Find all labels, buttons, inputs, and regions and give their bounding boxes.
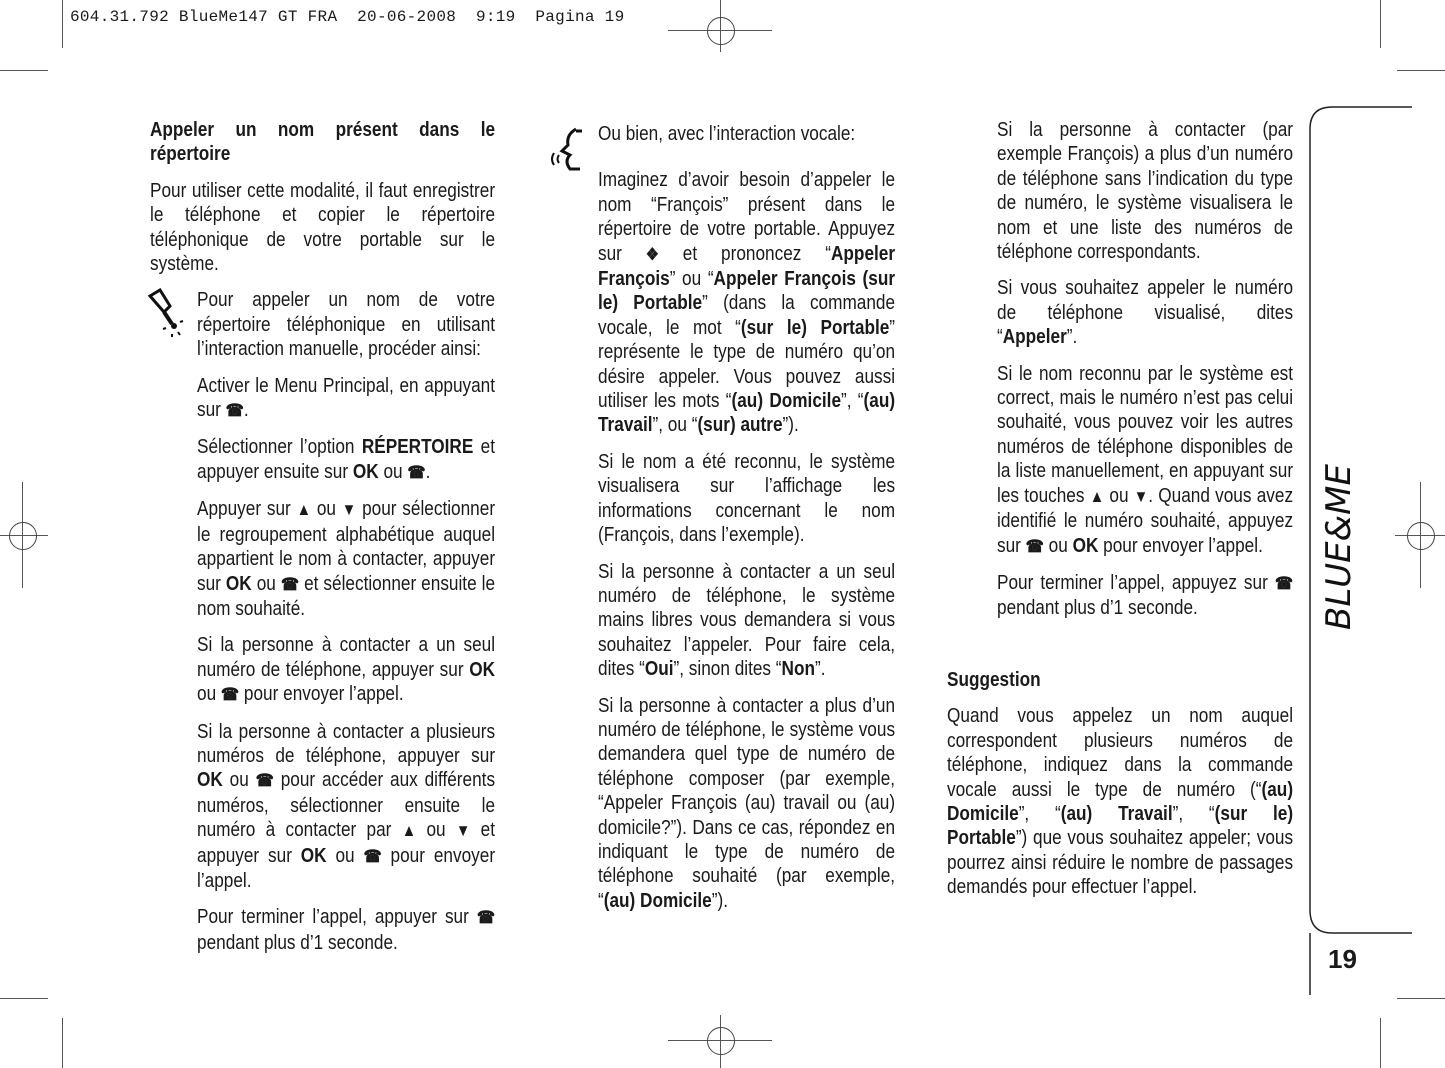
column-2 (598, 122, 895, 925)
bold-term: OK (469, 658, 496, 681)
paragraph (598, 450, 895, 548)
text: ”, “ (1018, 803, 1061, 826)
paragraph-text (598, 122, 895, 146)
text: . Quand vous avez identifié le numéro souhaité, appuyez sur (997, 484, 1294, 557)
bold-term: (au) Domicile (947, 778, 1294, 826)
text: Activer le Menu Principal, en appuyant sur (197, 374, 496, 422)
text: ou (197, 683, 221, 706)
text: pour envoyer l’appel. (239, 683, 404, 706)
page-number: 19 (1328, 944, 1357, 974)
arrow-up-icon: ▲ (401, 821, 417, 841)
phone-icon: ☎ (407, 462, 426, 482)
bold-term: (sur) autre (697, 414, 783, 437)
text: ”, ou “ (652, 414, 698, 437)
crop-mark (0, 998, 48, 999)
paragraph (947, 704, 1293, 899)
phone-icon: ☎ (363, 846, 382, 866)
paragraph-text (997, 571, 1293, 621)
paragraph (997, 118, 1293, 264)
list-step (197, 497, 495, 621)
bold-term: OK (197, 769, 223, 792)
suggestion-heading: Suggestion (947, 669, 1041, 691)
text: Pour appeler un nom de votre répertoire téléphonique en utilisant l’interaction manuelle, procéder ainsi: (197, 289, 496, 361)
bold-term: (sur le) Portable (740, 316, 890, 339)
paragraph-text (150, 179, 495, 277)
arrow-down-icon: ▼ (455, 821, 471, 841)
print-slug: 604.31.792 BlueMe147 GT FRA 20-06-2008 9:19 Pagina 19 (70, 8, 625, 26)
blue-and-me-logo (1308, 420, 1368, 635)
text: Quand vous appelez un nom auquel correspondent plusieurs numéros de téléphone, indiquez dans la commande vocale aussi le type de numéro (“ (947, 705, 1294, 801)
bold-term: OK (300, 844, 327, 867)
paragraph (997, 276, 1293, 349)
text: Ou bien, avec l’interaction vocale: (598, 123, 856, 145)
text: Si la personne à contacter a un seul numéro de téléphone, le système mains libres vous demandera si vous souhaitez l’appeler. Pour faire cela, dites “ (598, 560, 896, 681)
paragraph-text (997, 276, 1293, 349)
text: pendant plus d’1 seconde. (997, 597, 1198, 620)
bold-term: OK (225, 572, 252, 595)
phone-icon: ☎ (220, 685, 240, 705)
phone-icon: ☎ (255, 771, 274, 791)
paragraph-text (197, 497, 495, 621)
text: ou (416, 819, 456, 842)
text: Sélectionner l’option (197, 436, 362, 459)
text: ou (251, 572, 281, 595)
paragraph-text (598, 450, 895, 548)
text: pour envoyer l’appel. (197, 844, 496, 892)
paragraph (997, 571, 1293, 621)
manual-interaction-icon (144, 288, 190, 338)
list-step (197, 435, 495, 485)
bold-term: Appeler (1002, 326, 1067, 349)
text: ”, “ (841, 390, 864, 413)
text: ”. (1066, 326, 1078, 349)
paragraph-text (197, 374, 495, 424)
bold-term: OK (1072, 534, 1099, 557)
text: Imaginez d’avoir besoin d’appeler le nom “François” présent dans le répertoire de votre portable. Appuyez sur (598, 169, 896, 265)
list-step (197, 720, 495, 894)
paragraph-text (197, 288, 495, 361)
text: ” ou “ (669, 268, 714, 291)
paragraph (598, 694, 895, 914)
paragraph-text (997, 118, 1293, 264)
bold-term: RÉPERTOIRE (361, 436, 474, 459)
text: ”, “ (1172, 803, 1215, 826)
paragraph-text (947, 704, 1293, 899)
bold-term: (au) Domicile (603, 889, 712, 912)
text: Appuyer sur (197, 498, 297, 521)
text: ”) que vous souhaitez appeler; vous pourrez ainsi réduire le nombre de passages demandés pour effectuer l’appel. (947, 827, 1294, 899)
text: pendant plus d’1 seconde. (197, 931, 398, 954)
text: . (425, 460, 431, 483)
svg-text:BLUE&ME: BLUE&ME (1319, 464, 1359, 630)
text: . (243, 399, 249, 422)
text: ”. (814, 658, 826, 681)
crop-mark (1397, 70, 1445, 71)
registration-mark (9, 522, 37, 550)
text: ou (222, 769, 256, 792)
text: Si le nom reconnu par le système est correct, mais le numéro n’est pas celui souhaité, vous pouvez voir les autres numéros de téléphone disponibles de la liste manuellement, en appuyant sur les touches (997, 362, 1294, 507)
paragraph-text (598, 560, 895, 682)
text: ”, sinon dites “ (673, 658, 782, 681)
paragraph-text (197, 905, 495, 955)
paragraph (598, 560, 895, 682)
paragraph-text (598, 168, 895, 437)
text: ou (378, 460, 408, 483)
text: Si la personne à contacter a un seul numéro de téléphone, appuyer sur (197, 634, 496, 681)
paragraph-text (997, 362, 1293, 559)
bold-term: OK (352, 460, 379, 483)
crop-mark (1380, 1018, 1381, 1068)
bold-term: (au) Travail (598, 390, 896, 437)
list-step (197, 374, 495, 424)
phone-icon: ☎ (1025, 536, 1044, 556)
paragraph-text (197, 720, 495, 894)
text: ”). (782, 414, 799, 437)
arrow-up-icon: ▲ (296, 500, 312, 520)
text: ” (dans la commande vocale, le mot “ (598, 292, 896, 339)
paragraph (997, 362, 1293, 559)
crop-mark (62, 0, 63, 48)
bold-term: (au) Domicile (731, 390, 842, 413)
phone-icon: ☎ (280, 574, 300, 594)
text: ou (1104, 484, 1134, 507)
crop-mark (1397, 998, 1445, 999)
text: et appuyer ensuite sur (197, 436, 496, 483)
bold-term: Non (781, 658, 815, 681)
text: Si la personne à contacter a plusieurs numéros de téléphone, appuyer sur (197, 720, 496, 767)
suggestion-box (947, 668, 1293, 912)
phone-icon: ☎ (476, 908, 496, 928)
text: Si la personne à contacter (par exemple François) a plus d’un numéro de téléphone sans l’indication du type de numéro, le système visualisera le nom et une liste des numéros de téléphone correspondants. (997, 119, 1294, 264)
list-step (197, 633, 495, 707)
list-step (197, 905, 495, 955)
voice-command-key-icon: ❖ (645, 244, 659, 264)
crop-mark (0, 70, 48, 71)
text: pour sélectionner le regroupement alphabétique auquel appartient le nom à contacter, appuyer sur (197, 498, 496, 595)
paragraph (197, 288, 495, 361)
text: ”). (711, 889, 728, 912)
registration-mark (707, 1027, 735, 1055)
text: et sélectionner ensuite le nom souhaité. (197, 572, 496, 620)
text: ” représente le type de numéro qu’on désire appeler. Vous pouvez aussi utiliser les mots “ (598, 316, 896, 413)
text: et appuyer sur (197, 819, 496, 867)
phone-icon: ☎ (1274, 573, 1294, 593)
arrow-up-icon: ▲ (1089, 486, 1105, 506)
text: et prononcez “ (658, 242, 832, 265)
arrow-down-icon: ▼ (1133, 486, 1149, 506)
section-heading: Appeler un nom présent dans le répertoire (150, 119, 496, 166)
bold-term: Oui (644, 658, 674, 681)
paragraph-text (598, 694, 895, 914)
arrow-down-icon: ▼ (341, 500, 357, 520)
text: Si vous souhaitez appeler le numéro de téléphone visualisé, dites “ (997, 277, 1294, 349)
paragraph-text (197, 435, 495, 485)
text: ou (326, 844, 364, 867)
registration-mark (707, 17, 735, 45)
voice-interaction-icon (546, 125, 586, 173)
column-1 (150, 118, 495, 967)
paragraph (598, 168, 895, 437)
bold-term: (sur le) Portable (947, 803, 1294, 850)
bold-term: Appeler François (598, 242, 896, 291)
bold-term: (au) Travail (1060, 803, 1173, 826)
text: pour accéder aux différents numéros, sélectionner ensuite le numéro à contacter par (197, 769, 496, 842)
text: ou (1043, 534, 1073, 557)
text: Pour utiliser cette modalité, il faut enregistrer le téléphone et copier le répertoire téléphonique de votre portable sur le système. (150, 179, 496, 276)
paragraph (150, 179, 495, 277)
bold-term: Appeler François (sur le) Portable (598, 268, 896, 315)
text: pour envoyer l’appel. (1098, 534, 1263, 557)
text: Pour terminer l’appel, appuyez sur (997, 571, 1275, 594)
phone-icon: ☎ (225, 401, 244, 421)
text: ou (311, 498, 342, 521)
text: Si le nom a été reconnu, le système visualisera sur l’affichage les informations concernant le nom (François, dans l’exemple). (598, 450, 896, 547)
crop-mark (62, 1018, 63, 1068)
crop-mark (1380, 0, 1381, 48)
paragraph-text (197, 633, 495, 707)
text: Pour terminer l’appel, appuyer sur (197, 906, 477, 929)
column-3 (997, 118, 1293, 633)
paragraph (598, 122, 895, 146)
text: Si la personne à contacter a plus d’un numéro de téléphone, le système vous demandera quel type de numéro de téléphone composer (par exemple, “Appeler François (au) travail ou (au) domicile?”). Dans ce cas, répondez en indiquant le type de numéro de téléphone souhaité (par exemple, “ (598, 694, 896, 912)
